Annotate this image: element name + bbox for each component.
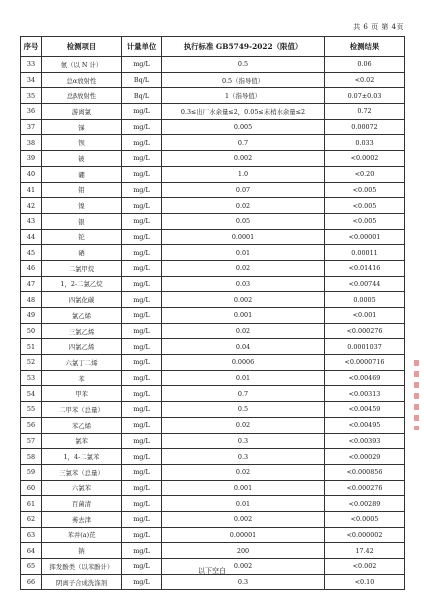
test-item-cell: 阴离子合成洗涤剂 [42,574,122,590]
unit-cell: mg/L [122,182,162,198]
standard-limit-cell: 0.3 [162,433,325,449]
serial-number-cell: 63 [21,527,42,543]
serial-number-cell: 35 [21,88,42,104]
result-cell: <0.0005 [325,511,405,527]
standard-limit-cell: 0.7 [162,135,325,151]
standard-limit-cell: 0.01 [162,370,325,386]
header-unit: 计量单位 [122,37,162,57]
table-row [21,166,405,182]
unit-cell: mg/L [122,104,162,120]
unit-cell: mg/L [122,433,162,449]
serial-number-cell: 48 [21,292,42,308]
unit-cell: Bq/L [122,72,162,88]
unit-cell: mg/L [122,370,162,386]
table-row [21,72,405,88]
unit-cell: mg/L [122,574,162,590]
serial-number-cell: 33 [21,57,42,73]
table-row [21,198,405,214]
table-row [21,260,405,276]
standard-limit-cell: 0.0001 [162,229,325,245]
serial-number-cell: 40 [21,166,42,182]
unit-cell: mg/L [122,245,162,261]
test-item-cell: 六氯苯 [42,480,122,496]
table-row [21,151,405,167]
test-item-cell: 氨（以 N 计） [42,57,122,73]
serial-number-cell: 56 [21,417,42,433]
serial-number-cell: 39 [21,151,42,167]
standard-limit-cell: 0.02 [162,464,325,480]
test-item-cell: 钡 [42,135,122,151]
serial-number-cell: 37 [21,119,42,135]
standard-limit-cell: 0.001 [162,480,325,496]
table-row [21,292,405,308]
result-cell: <0.00289 [325,496,405,512]
table-header-row [21,37,405,57]
result-cell: 0.033 [325,135,405,151]
serial-number-cell: 65 [21,559,42,575]
standard-limit-cell: 0.02 [162,260,325,276]
unit-cell: mg/L [122,559,162,575]
unit-cell: mg/L [122,57,162,73]
result-cell: <0.005 [325,198,405,214]
unit-cell: mg/L [122,464,162,480]
result-cell: <0.005 [325,213,405,229]
standard-limit-cell: 0.5（指导值） [162,72,325,88]
result-cell: <0.005 [325,182,405,198]
table-row [21,417,405,433]
unit-cell: mg/L [122,386,162,402]
unit-cell: mg/L [122,527,162,543]
result-cell: 0.06 [325,57,405,73]
table-row [21,449,405,465]
result-cell: 0.72 [325,104,405,120]
serial-number-cell: 57 [21,433,42,449]
footer-note: 以下空白 [198,567,226,575]
serial-number-cell: 43 [21,213,42,229]
result-cell: <0.00459 [325,402,405,418]
test-item-cell: 二甲苯（总量） [42,402,122,418]
standard-limit-cell: 0.01 [162,496,325,512]
table-row [21,543,405,559]
test-item-cell: 甲苯 [42,386,122,402]
standard-limit-cell: 0.01 [162,245,325,261]
test-item-cell: 铊 [42,229,122,245]
unit-cell: mg/L [122,511,162,527]
result-cell: <0.00393 [325,433,405,449]
result-cell: <0.20 [325,166,405,182]
test-item-cell: 四氯化碳 [42,292,122,308]
table-row [21,104,405,120]
table-row [21,245,405,261]
unit-cell: mg/L [122,308,162,324]
standard-limit-cell: 0.00001 [162,527,325,543]
table-row [21,433,405,449]
result-cell: 0.00072 [325,119,405,135]
standard-limit-cell: 200 [162,543,325,559]
serial-number-cell: 61 [21,496,42,512]
table-row [21,135,405,151]
table-row [21,402,405,418]
result-cell: <0.00029 [325,449,405,465]
result-cell: <0.02 [325,72,405,88]
standard-limit-cell: 0.04 [162,339,325,355]
header-standard-limit: 执行标准 GB5749-2022（限值） [162,37,325,57]
serial-number-cell: 50 [21,323,42,339]
standard-limit-cell: 0.002 [162,511,325,527]
unit-cell: mg/L [122,449,162,465]
serial-number-cell: 34 [21,72,42,88]
test-item-cell: 钠 [42,543,122,559]
standard-limit-cell: 0.02 [162,198,325,214]
standard-limit-cell: 0.3 [162,449,325,465]
serial-number-cell: 59 [21,464,42,480]
test-item-cell: 银 [42,213,122,229]
result-cell: <0.000856 [325,464,405,480]
test-item-cell: 莠去津 [42,511,122,527]
standard-limit-cell: 0.5 [162,402,325,418]
standard-limit-cell: 0.07 [162,182,325,198]
unit-cell: mg/L [122,417,162,433]
serial-number-cell: 52 [21,355,42,371]
test-item-cell: 苯 [42,370,122,386]
page-number: 共 6 页 第 4页 [353,23,404,31]
standard-limit-cell: 0.002 [162,292,325,308]
test-item-cell: 锑 [42,119,122,135]
header-serial-number: 序号 [21,37,42,57]
result-cell: 0.0005 [325,292,405,308]
table-row [21,511,405,527]
unit-cell: mg/L [122,355,162,371]
test-item-cell: 百菌清 [42,496,122,512]
serial-number-cell: 45 [21,245,42,261]
test-item-cell: 1，4-二氯苯 [42,449,122,465]
result-cell: <0.001 [325,308,405,324]
unit-cell: mg/L [122,323,162,339]
standard-limit-cell: 1（指导值） [162,88,325,104]
table-row [21,323,405,339]
unit-cell: mg/L [122,260,162,276]
table-row [21,229,405,245]
standard-limit-cell: 0.001 [162,308,325,324]
header-result: 检测结果 [325,37,405,57]
standard-limit-cell: 0.005 [162,119,325,135]
table-row [21,182,405,198]
unit-cell: Bq/L [122,88,162,104]
standard-limit-cell: 0.7 [162,386,325,402]
result-cell: <0.0002 [325,151,405,167]
test-item-cell: 钼 [42,182,122,198]
standard-limit-cell: 0.05 [162,213,325,229]
results-table [20,36,405,590]
test-item-cell: 三氯苯（总量） [42,464,122,480]
table-row [21,496,405,512]
result-cell: <0.000002 [325,527,405,543]
table-row [21,308,405,324]
serial-number-cell: 47 [21,276,42,292]
test-item-cell: 四氯乙烯 [42,339,122,355]
serial-number-cell: 66 [21,574,42,590]
table-body [21,57,405,590]
serial-number-cell: 54 [21,386,42,402]
result-cell: 0.0001037 [325,339,405,355]
serial-number-cell: 44 [21,229,42,245]
table-row [21,213,405,229]
test-item-cell: 铍 [42,151,122,167]
test-item-cell: 总β放射性 [42,88,122,104]
result-cell: <0.0000716 [325,355,405,371]
test-item-cell: 三氯乙烯 [42,323,122,339]
test-item-cell: 苯乙烯 [42,417,122,433]
table-row [21,355,405,371]
standard-limit-cell: 0.5 [162,57,325,73]
table-row [21,276,405,292]
test-item-cell: 六氯丁二烯 [42,355,122,371]
result-cell: <0.00313 [325,386,405,402]
result-cell: 0.00011 [325,245,405,261]
unit-cell: mg/L [122,198,162,214]
test-item-cell: 游离氯 [42,104,122,120]
serial-number-cell: 60 [21,480,42,496]
serial-number-cell: 38 [21,135,42,151]
test-item-cell: 1，2-二氯乙烷 [42,276,122,292]
test-item-cell: 二氯甲烷 [42,260,122,276]
header-test-item: 检测项目 [42,37,122,57]
table-row [21,339,405,355]
test-item-cell: 苯并(a)芘 [42,527,122,543]
unit-cell: mg/L [122,339,162,355]
unit-cell: mg/L [122,229,162,245]
test-item-cell: 总α放射性 [42,72,122,88]
test-item-cell: 氯乙烯 [42,308,122,324]
unit-cell: mg/L [122,166,162,182]
result-cell: <0.00001 [325,229,405,245]
unit-cell: mg/L [122,292,162,308]
unit-cell: mg/L [122,496,162,512]
standard-limit-cell: 0.3≤出厂水余量≤2，0.05≤末梢水余量≤2 [162,104,325,120]
serial-number-cell: 62 [21,511,42,527]
test-item-cell: 硒 [42,245,122,261]
standard-limit-cell: 0.02 [162,323,325,339]
table-row [21,480,405,496]
unit-cell: mg/L [122,119,162,135]
standard-limit-cell: 0.002 [162,559,325,575]
standard-limit-cell: 0.0006 [162,355,325,371]
unit-cell: mg/L [122,402,162,418]
unit-cell: mg/L [122,151,162,167]
result-cell: <0.000276 [325,323,405,339]
result-cell: 17.42 [325,543,405,559]
table-row [21,527,405,543]
unit-cell: mg/L [122,543,162,559]
table-row [21,57,405,73]
result-cell: <0.10 [325,574,405,590]
result-cell: <0.01416 [325,260,405,276]
table-row [21,119,405,135]
serial-number-cell: 64 [21,543,42,559]
test-item-cell: 挥发酚类（以苯酚计） [42,559,122,575]
table-row [21,386,405,402]
table-row [21,370,405,386]
standard-limit-cell: 1.0 [162,166,325,182]
unit-cell: mg/L [122,135,162,151]
unit-cell: mg/L [122,480,162,496]
result-cell: <0.00495 [325,417,405,433]
serial-number-cell: 41 [21,182,42,198]
serial-number-cell: 42 [21,198,42,214]
serial-number-cell: 55 [21,402,42,418]
test-item-cell: 氯苯 [42,433,122,449]
serial-number-cell: 58 [21,449,42,465]
result-cell: <0.002 [325,559,405,575]
table-row [21,574,405,590]
serial-number-cell: 49 [21,308,42,324]
serial-number-cell: 53 [21,370,42,386]
standard-limit-cell: 0.3 [162,574,325,590]
serial-number-cell: 36 [21,104,42,120]
stamp-seam-mark [414,360,419,430]
test-item-cell: 镍 [42,198,122,214]
table-row [21,464,405,480]
serial-number-cell: 51 [21,339,42,355]
unit-cell: mg/L [122,213,162,229]
result-cell: <0.00469 [325,370,405,386]
serial-number-cell: 46 [21,260,42,276]
table-row [21,88,405,104]
standard-limit-cell: 0.03 [162,276,325,292]
standard-limit-cell: 0.02 [162,417,325,433]
unit-cell: mg/L [122,276,162,292]
test-item-cell: 硼 [42,166,122,182]
result-cell: <0.00744 [325,276,405,292]
result-cell: <0.000276 [325,480,405,496]
result-cell: 0.07±0.03 [325,88,405,104]
standard-limit-cell: 0.002 [162,151,325,167]
